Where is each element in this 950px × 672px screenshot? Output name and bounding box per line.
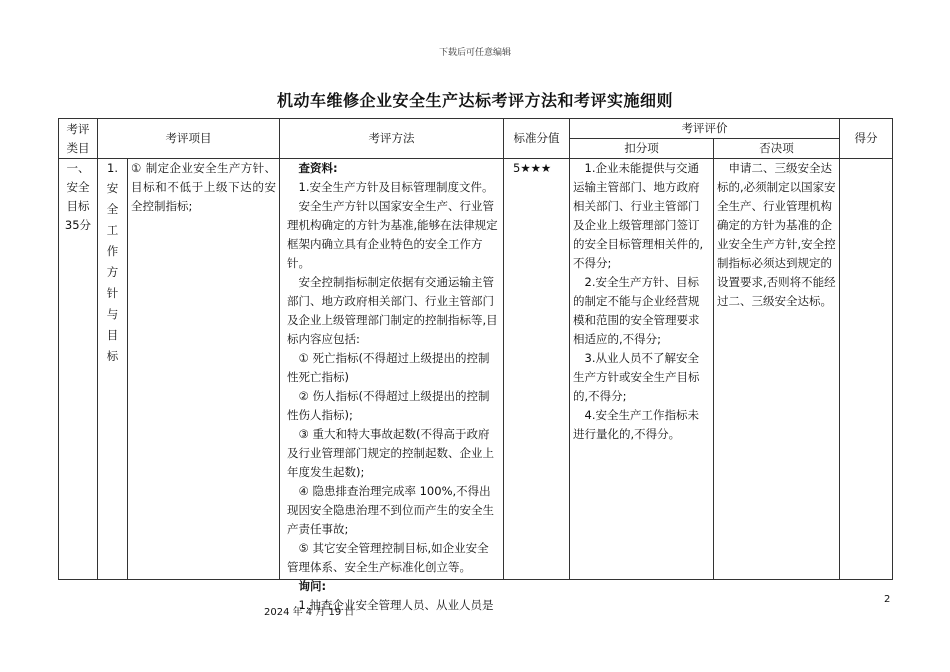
veto-cell <box>714 159 840 580</box>
method-line: ② 伤人指标(不得超过上级提出的控制性伤人指标); <box>287 389 490 422</box>
veto-text: 申请二、三级安全达标的,必须制定以国家安全生产、行业管理机构确定的方针为基准的企业安全生产方针,安全控制指标必须达到规定的设置要求,否则将不能经过二、三级安全达标。 <box>717 161 836 308</box>
deduct-line: 4.安全生产工作指标未进行量化的,不得分。 <box>573 408 699 441</box>
method-heading-ask: 询问: <box>298 579 327 593</box>
deduct-cell <box>570 159 714 580</box>
category-text: 一、安全目标35分 <box>64 161 92 232</box>
method-cell <box>280 159 504 612</box>
method-line: ⑤ 其它安全管理控制目标,如企业安全管理体系、安全生产标准化创立等。 <box>287 541 489 574</box>
header-note: 下载后可任意编辑 <box>438 48 511 58</box>
method-line: 安全生产方针以国家安全生产、行业管理机构确定的方针为基准,能够在法律规定框架内确立具有企业特色的安全工作方针。 <box>287 199 498 270</box>
header-deduct: 扣分项 <box>570 139 714 159</box>
header-category: 考评类目 <box>59 119 98 159</box>
result-cell <box>840 159 893 580</box>
method-line: ③ 重大和特大事故起数(不得高于政府及行业管理部门规定的控制起数、企业上年度发生起数); <box>287 427 494 479</box>
sub-item-number: 1. <box>107 161 118 175</box>
item-cell <box>128 159 280 580</box>
header-item: 考评项目 <box>98 119 280 159</box>
method-line: 安全控制指标制定依据有交通运输主管部门、地方政府相关部门、行业主管部门及企业上级管理部门制定的控制指标等,目标内容应包括: <box>287 275 498 346</box>
category-cell <box>59 159 98 580</box>
footer-date: 2024 年 4 月 19 日 <box>264 607 355 618</box>
score-cell <box>504 159 570 580</box>
item-text: ① 制定企业安全生产方针、目标和不低于上级下达的安全控制指标; <box>131 161 276 213</box>
method-heading-check: 查资料: <box>298 161 338 175</box>
header-veto: 否决项 <box>714 139 840 159</box>
deduct-line: 3.从业人员不了解安全生产方针或安全生产目标的,不得分; <box>573 351 700 403</box>
method-line: ④ 隐患排查治理完成率 100%,不得出现因安全隐患治理不到位而产生的安全生产责任事故; <box>287 484 494 536</box>
evaluation-table <box>58 118 893 612</box>
method-line: ① 死亡指标(不得超过上级提出的控制性死亡指标) <box>287 351 490 384</box>
page-number: 2 <box>884 594 891 605</box>
sub-item-title: 安全工作方针与目标 <box>106 181 119 363</box>
header-method: 考评方法 <box>280 119 504 159</box>
sub-item-cell <box>98 159 128 580</box>
method-line: 1.抽查企业安全管理人员、从业人员是 <box>298 598 494 612</box>
score-value: 5★★★ <box>513 161 552 175</box>
table-row <box>59 159 893 580</box>
header-result: 得分 <box>840 119 893 159</box>
document-title: 机动车维修企业安全生产达标考评方法和考评实施细则 <box>276 91 673 110</box>
method-line: 1.安全生产方针及目标管理制度文件。 <box>298 180 494 194</box>
header-evaluation: 考评评价 <box>570 119 840 139</box>
header-score: 标准分值 <box>504 119 570 159</box>
deduct-line: 2.安全生产方针、目标的制定不能与企业经营规模和范围的安全管理要求相适应的,不得分; <box>573 275 700 346</box>
deduct-line: 1.企业未能提供与交通运输主管部门、地方政府相关部门、行业主管部门及企业上级管理部门签订的安全目标管理相关件的,不得分; <box>573 161 704 270</box>
